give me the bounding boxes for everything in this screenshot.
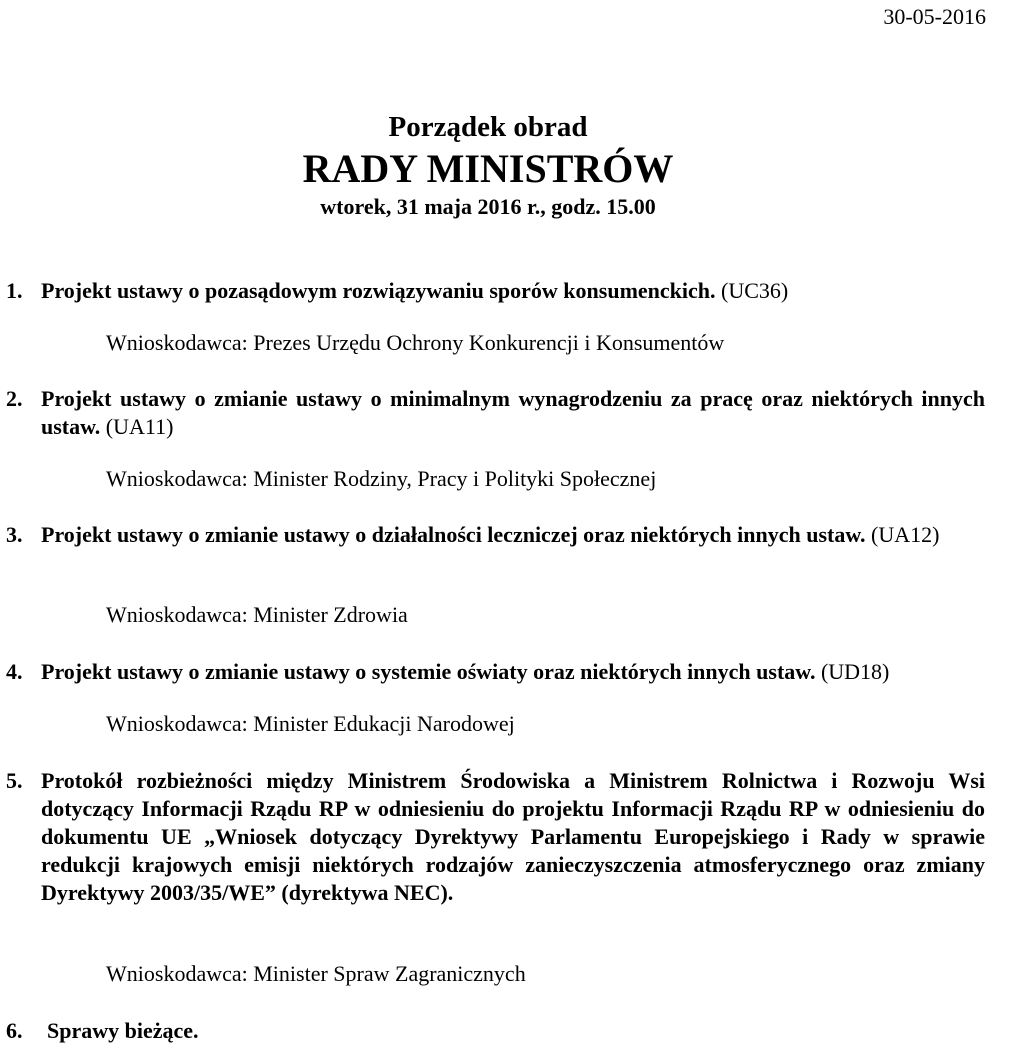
item-code: (UC36) <box>721 278 789 303</box>
item-code: (UD18) <box>820 659 890 684</box>
item-number: 4. <box>6 659 23 684</box>
item-text <box>41 658 985 686</box>
proposer-label: Wnioskodawca: <box>106 330 248 355</box>
proposer-label: Wnioskodawca: <box>106 602 248 627</box>
item-3-proposer <box>106 601 408 629</box>
proposer-label: Wnioskodawca: <box>106 711 248 736</box>
item-number: 2. <box>6 386 23 411</box>
proposer-value: Minister Edukacji Narodowej <box>253 711 515 736</box>
item-title: Projekt ustawy o zmianie ustawy o działalności leczniczej oraz niektórych innych ustaw. <box>41 522 866 547</box>
header-council-name: RADY MINISTRÓW <box>302 146 674 191</box>
item-4-proposer <box>106 710 515 738</box>
item-number: 3. <box>6 522 23 547</box>
document-date: 30-05-2016 <box>883 4 986 29</box>
item-number: 1. <box>6 278 23 303</box>
item-1-proposer <box>106 329 724 357</box>
document-header <box>0 108 976 222</box>
item-text <box>47 1017 991 1045</box>
item-text <box>41 767 985 907</box>
item-number: 6. <box>6 1018 23 1043</box>
item-5-proposer <box>106 960 526 988</box>
item-text <box>41 277 985 305</box>
item-title: Projekt ustawy o pozasądowym rozwiązywaniu sporów konsumenckich. <box>41 278 716 303</box>
item-title: Protokół rozbieżności między Ministrem Środowiska a Ministrem Rolnictwa i Rozwoju Wsi dotyczący Informacji Rządu RP w odniesieniu do projektu Informacji Rządu RP w odniesieniu do dokumentu UE „Wniosek dotyczący Dyrektywy Parlamentu Europejskiego i Rady w sprawie redukcji krajowych emisji niektórych rodzajów zanieczyszczenia atmosferycznego oraz zmiany Dyrektywy 2003/35/WE” (dyrektywa NEC). <box>41 768 985 905</box>
proposer-label: Wnioskodawca: <box>106 466 248 491</box>
item-title: Projekt ustawy o zmianie ustawy o minimalnym wynagrodzeniu za pracę oraz niektórych innych ustaw. <box>41 386 985 439</box>
proposer-label: Wnioskodawca: <box>106 961 248 986</box>
item-2-proposer <box>106 465 656 493</box>
proposer-value: Minister Spraw Zagranicznych <box>253 961 526 986</box>
item-number: 5. <box>6 768 23 793</box>
item-text <box>41 385 985 441</box>
item-code: (UA12) <box>871 522 940 547</box>
header-meeting-datetime: wtorek, 31 maja 2016 r., godz. 15.00 <box>320 194 656 219</box>
proposer-value: Prezes Urzędu Ochrony Konkurencji i Konsumentów <box>253 330 725 355</box>
item-text <box>41 521 985 549</box>
item-title: Sprawy bieżące. <box>47 1018 199 1043</box>
proposer-value: Minister Rodziny, Pracy i Polityki Społecznej <box>253 466 657 491</box>
item-code: (UA11) <box>105 414 174 439</box>
header-agenda-title: Porządek obrad <box>388 111 588 143</box>
proposer-value: Minister Zdrowia <box>253 602 408 627</box>
item-title: Projekt ustawy o zmianie ustawy o systemie oświaty oraz niektórych innych ustaw. <box>41 659 816 684</box>
